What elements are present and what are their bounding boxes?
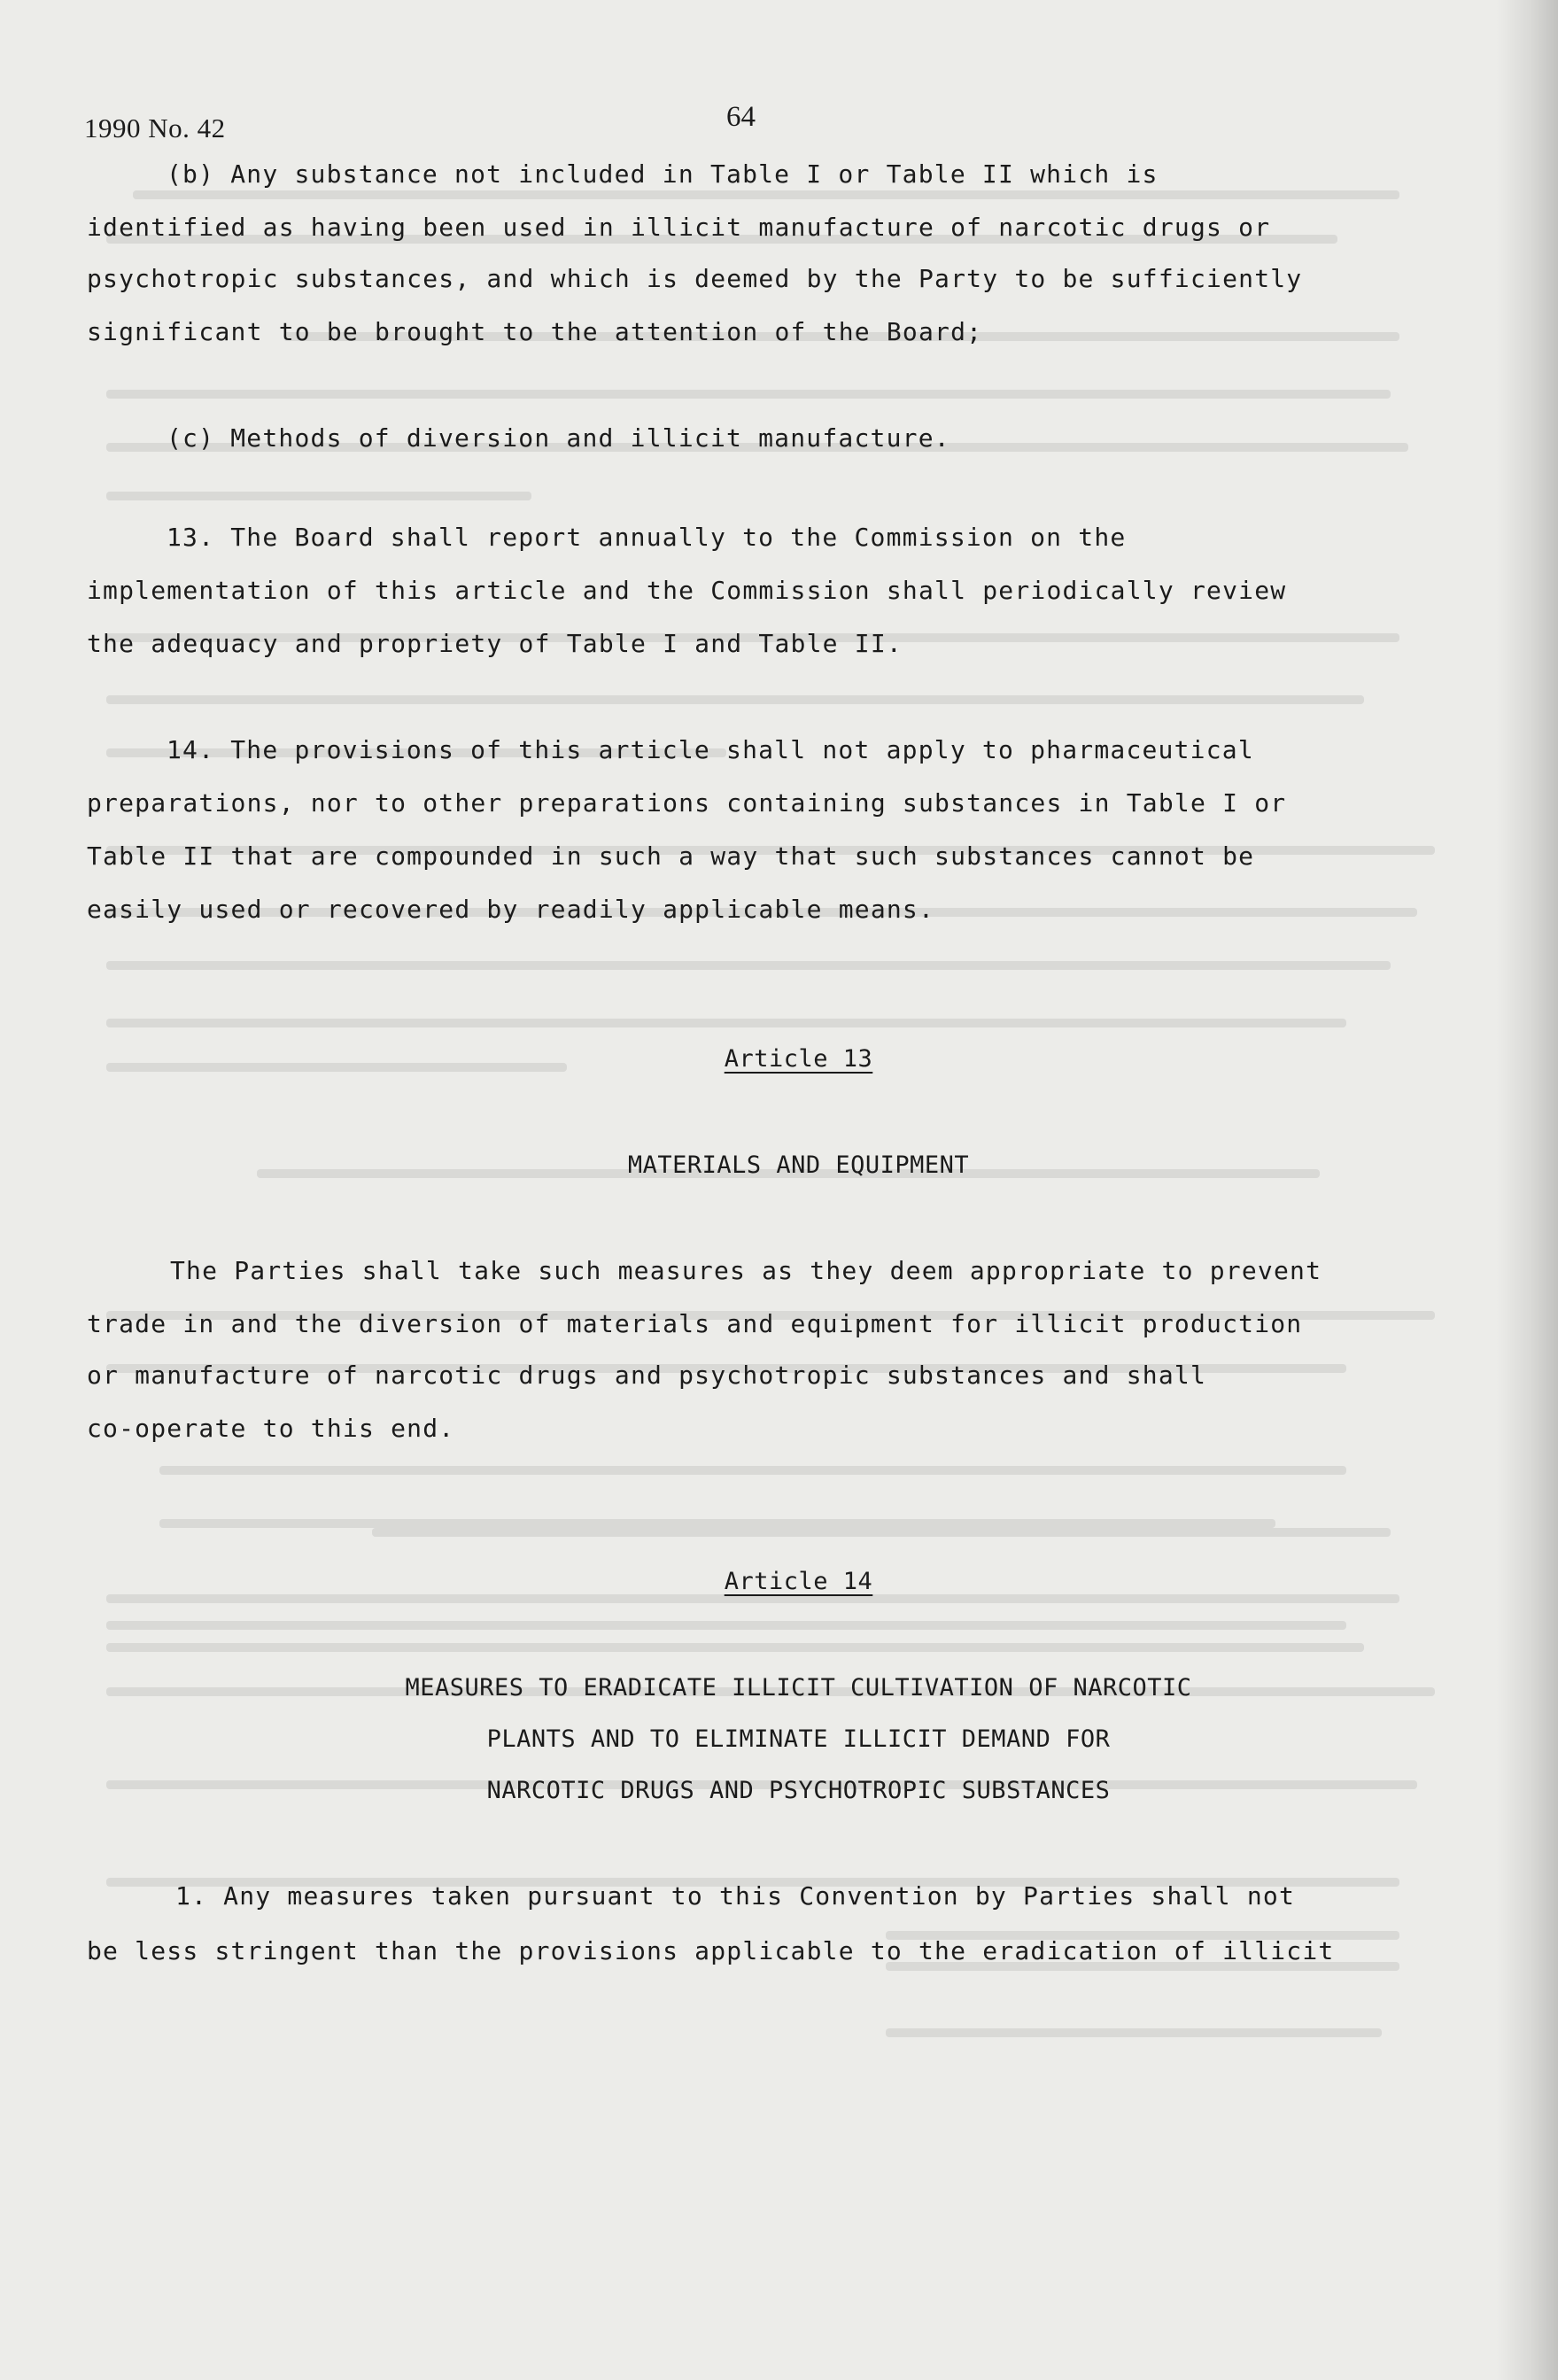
text-line: Table II that are compounded in such a way that such substances cannot be [87,841,1255,871]
article-13-heading: MATERIALS AND EQUIPMENT [627,1151,970,1179]
article-13-title: Article 13 [724,1045,873,1073]
text-line: 1. Any measures taken pursuant to this Convention by Parties shall not [175,1881,1296,1911]
page-number: 64 [726,101,756,133]
text-line: significant to be brought to the attention of the Board; [87,317,983,346]
text-line: co-operate to this end. [87,1414,455,1443]
text-line: 14. The provisions of this article shall not apply to pharmaceutical [167,735,1254,764]
text-line: (b) Any substance not included in Table I or Table II which is [167,159,1159,189]
text-line: (c) Methods of diversion and illicit manufacture. [167,423,950,453]
text-line: implementation of this article and the Commission shall periodically review [87,576,1287,605]
text-line: psychotropic substances, and which is deemed by the Party to be sufficiently [87,264,1303,293]
text-line: identified as having been used in illicit manufacture of narcotic drugs or [87,213,1271,242]
text-line: The Parties shall take such measures as they deem appropriate to prevent [170,1256,1322,1285]
text-line: the adequacy and propriety of Table I and Table II. [87,629,903,658]
page-edge-shadow [1496,0,1558,2380]
article-14-heading-line: PLANTS AND TO ELIMINATE ILLICIT DEMAND FOR [486,1725,1111,1753]
text-line: preparations, nor to other preparations containing substances in Table I or [87,788,1287,818]
text-line: easily used or recovered by readily applicable means. [87,895,935,924]
article-14-heading-line: NARCOTIC DRUGS AND PSYCHOTROPIC SUBSTANCES [486,1777,1111,1804]
text-line: or manufacture of narcotic drugs and psychotropic substances and shall [87,1361,1207,1390]
text-line: trade in and the diversion of materials and equipment for illicit production [87,1309,1303,1338]
article-14-heading-line: MEASURES TO ERADICATE ILLICIT CULTIVATION OF NARCOTIC [405,1674,1192,1702]
gazette-reference: 1990 No. 42 [84,112,226,143]
text-line: 13. The Board shall report annually to the Commission on the [167,523,1127,552]
text-line: be less stringent than the provisions applicable to the eradication of illicit [87,1936,1335,1965]
article-14-title: Article 14 [724,1568,873,1595]
